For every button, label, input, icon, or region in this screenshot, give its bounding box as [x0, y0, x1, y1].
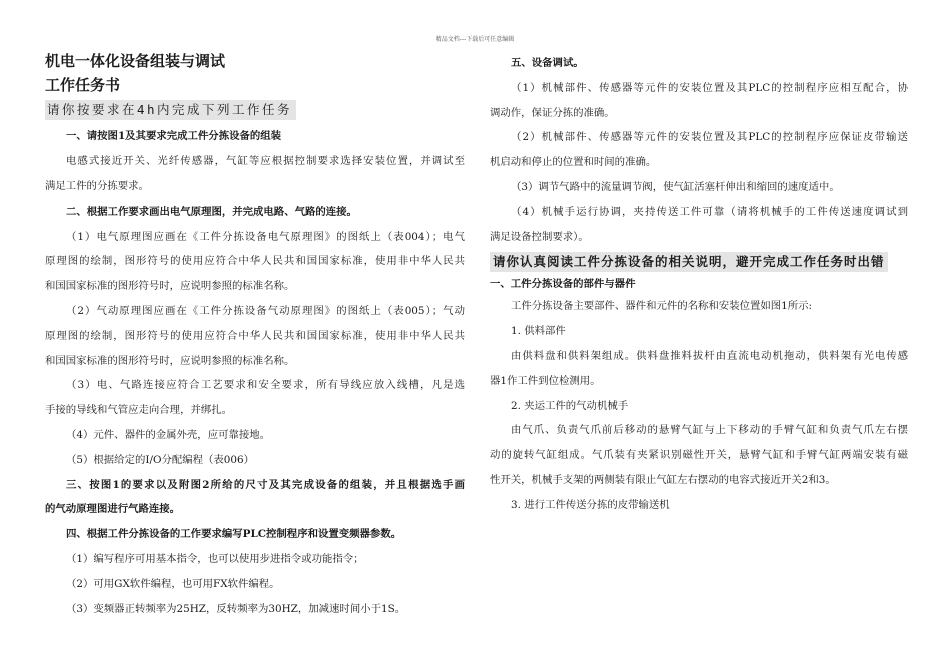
paragraph-line: （3）变频器正转频率为25HZ，反转频率为30HZ，加减速时间小于1S。 — [66, 602, 406, 615]
document-title: 机电一体化设备组装与调试 — [45, 52, 226, 70]
task-banner: 请你按要求在4h内完成下列工作任务 — [45, 100, 296, 120]
document-subtitle: 工作任务书 — [45, 76, 121, 94]
paragraph-line: 和国国家标准的图形符号时，应说明参照的标准名称。 — [45, 354, 295, 367]
paragraph-line: （3）调节气路中的流量调节阀，使气缸活塞杆伸出和缩回的速度适中。 — [511, 180, 840, 193]
paragraph-line: （1）电气原理图应画在《工件分拣设备电气原理图》的图纸上（表004）；电气 — [66, 230, 465, 243]
section-3-heading: 三、按图1的要求以及附图2所给的尺寸及其完成设备的组装，并且根据选手画 — [66, 478, 465, 491]
paragraph-line: 性开关，机械手支架的两侧装有限止气缸左右摆动的电容式接近开关2和3。 — [490, 473, 836, 486]
paragraph-line: 工件分拣设备主要部件、器件和元件的名称和安装位置如图1所示: — [511, 300, 813, 313]
section-3-heading-cont: 的气动原理图进行气路连接。 — [45, 503, 181, 516]
paragraph-line: 原理图的绘制，图形符号的使用应符合中华人民共和国国家标准，使用非中华人民共 — [45, 255, 465, 268]
paragraph-line: 手接的导线和气管应走向合理，并绑扎。 — [45, 404, 233, 417]
paragraph-line: 原理图的绘制，图形符号的使用应符合中华人民共和国国家标准，使用非中华人民共 — [45, 329, 465, 342]
paragraph-line: 和国国家标准的图形符号时，应说明参照的标准名称。 — [45, 280, 295, 293]
paragraph-line: （1）机械部件、传感器等元件的安装位置及其PLC的控制程序应相互配合，协 — [511, 81, 908, 94]
notice-banner: 请你认真阅读工件分拣设备的相关说明，避开完成工作任务时出错 — [490, 252, 888, 272]
list-item-2: 2. 夹运工件的气动机械手 — [511, 399, 629, 412]
description-heading: 一、工件分拣设备的部件与器件 — [490, 278, 636, 291]
paragraph-line: 电感式接近开关、光纤传感器，气缸等应根据控制要求选择安装位置，并调试至 — [66, 155, 465, 167]
paragraph-line: （3）电、气路连接应符合工艺要求和安全要求，所有导线应放入线槽，凡是选 — [66, 379, 465, 392]
section-5-heading: 五、设备调试。 — [511, 57, 584, 69]
paragraph-line: （4）机械手运行协调，夹持传送工件可靠（请将机械手的工件传送速度调试到 — [511, 205, 908, 218]
paragraph-line: 由供料盘和供料架组成。供料盘推料拔杆由直流电动机拖动，供料架有光电传感 — [511, 349, 908, 362]
list-item-3: 3. 进行工件传送分拣的皮带输送机 — [511, 498, 670, 511]
paragraph-line: （2）气动原理图应画在《工件分拣设备气动原理图》的图纸上（表005）；气动 — [66, 304, 465, 317]
paragraph-line: （4）元件、器件的金属外壳，应可靠接地。 — [66, 428, 271, 441]
right-column — [490, 50, 908, 518]
paragraph-line: 调动作，保证分拣的准确。 — [490, 106, 615, 119]
paragraph-line: （1）编写程序可用基本指令，也可以使用步进指令或功能指令； — [66, 552, 364, 565]
section-4-heading: 四、根据工件分拣设备的工作要求编写PLC控制程序和设置变频器参数。 — [66, 528, 402, 541]
section-2-heading: 二、根据工作要求画出电气原理图，并完成电路、气路的连接。 — [66, 205, 357, 218]
paragraph-line: （5）根据给定的I/O分配编程（表006） — [66, 453, 255, 466]
paragraph-line: 动的旋转气缸组成。气爪装有夹紧识别磁性开关，悬臂气缸和手臂气缸两端安装有磁 — [490, 449, 908, 462]
paragraph-line: 满足工件的分拣要求。 — [45, 179, 149, 192]
paragraph-line: 机启动和停止的位置和时间的准确。 — [490, 156, 657, 169]
paragraph-line: 器1作工件到位检测用。 — [490, 374, 601, 387]
section-1-heading: 一、请按图1及其要求完成工件分拣设备的组装 — [66, 130, 282, 142]
paragraph-line: 满足设备控制要求）。 — [490, 230, 589, 243]
left-column — [45, 50, 465, 621]
page-header-note: 精品文档---下载后可任意编辑 — [435, 36, 515, 43]
list-item-1: 1. 供料部件 — [511, 325, 566, 338]
paragraph-line: 由气爪、负责气爪前后移动的悬臂气缸与上下移动的手臂气缸和负责气爪左右摆 — [511, 424, 908, 437]
paragraph-line: （2）机械部件、传感器等元件的安装位置及其PLC的控制程序应保证皮带输送 — [511, 131, 908, 144]
paragraph-line: （2）可用GX软件编程，也可用FX软件编程。 — [66, 577, 280, 590]
